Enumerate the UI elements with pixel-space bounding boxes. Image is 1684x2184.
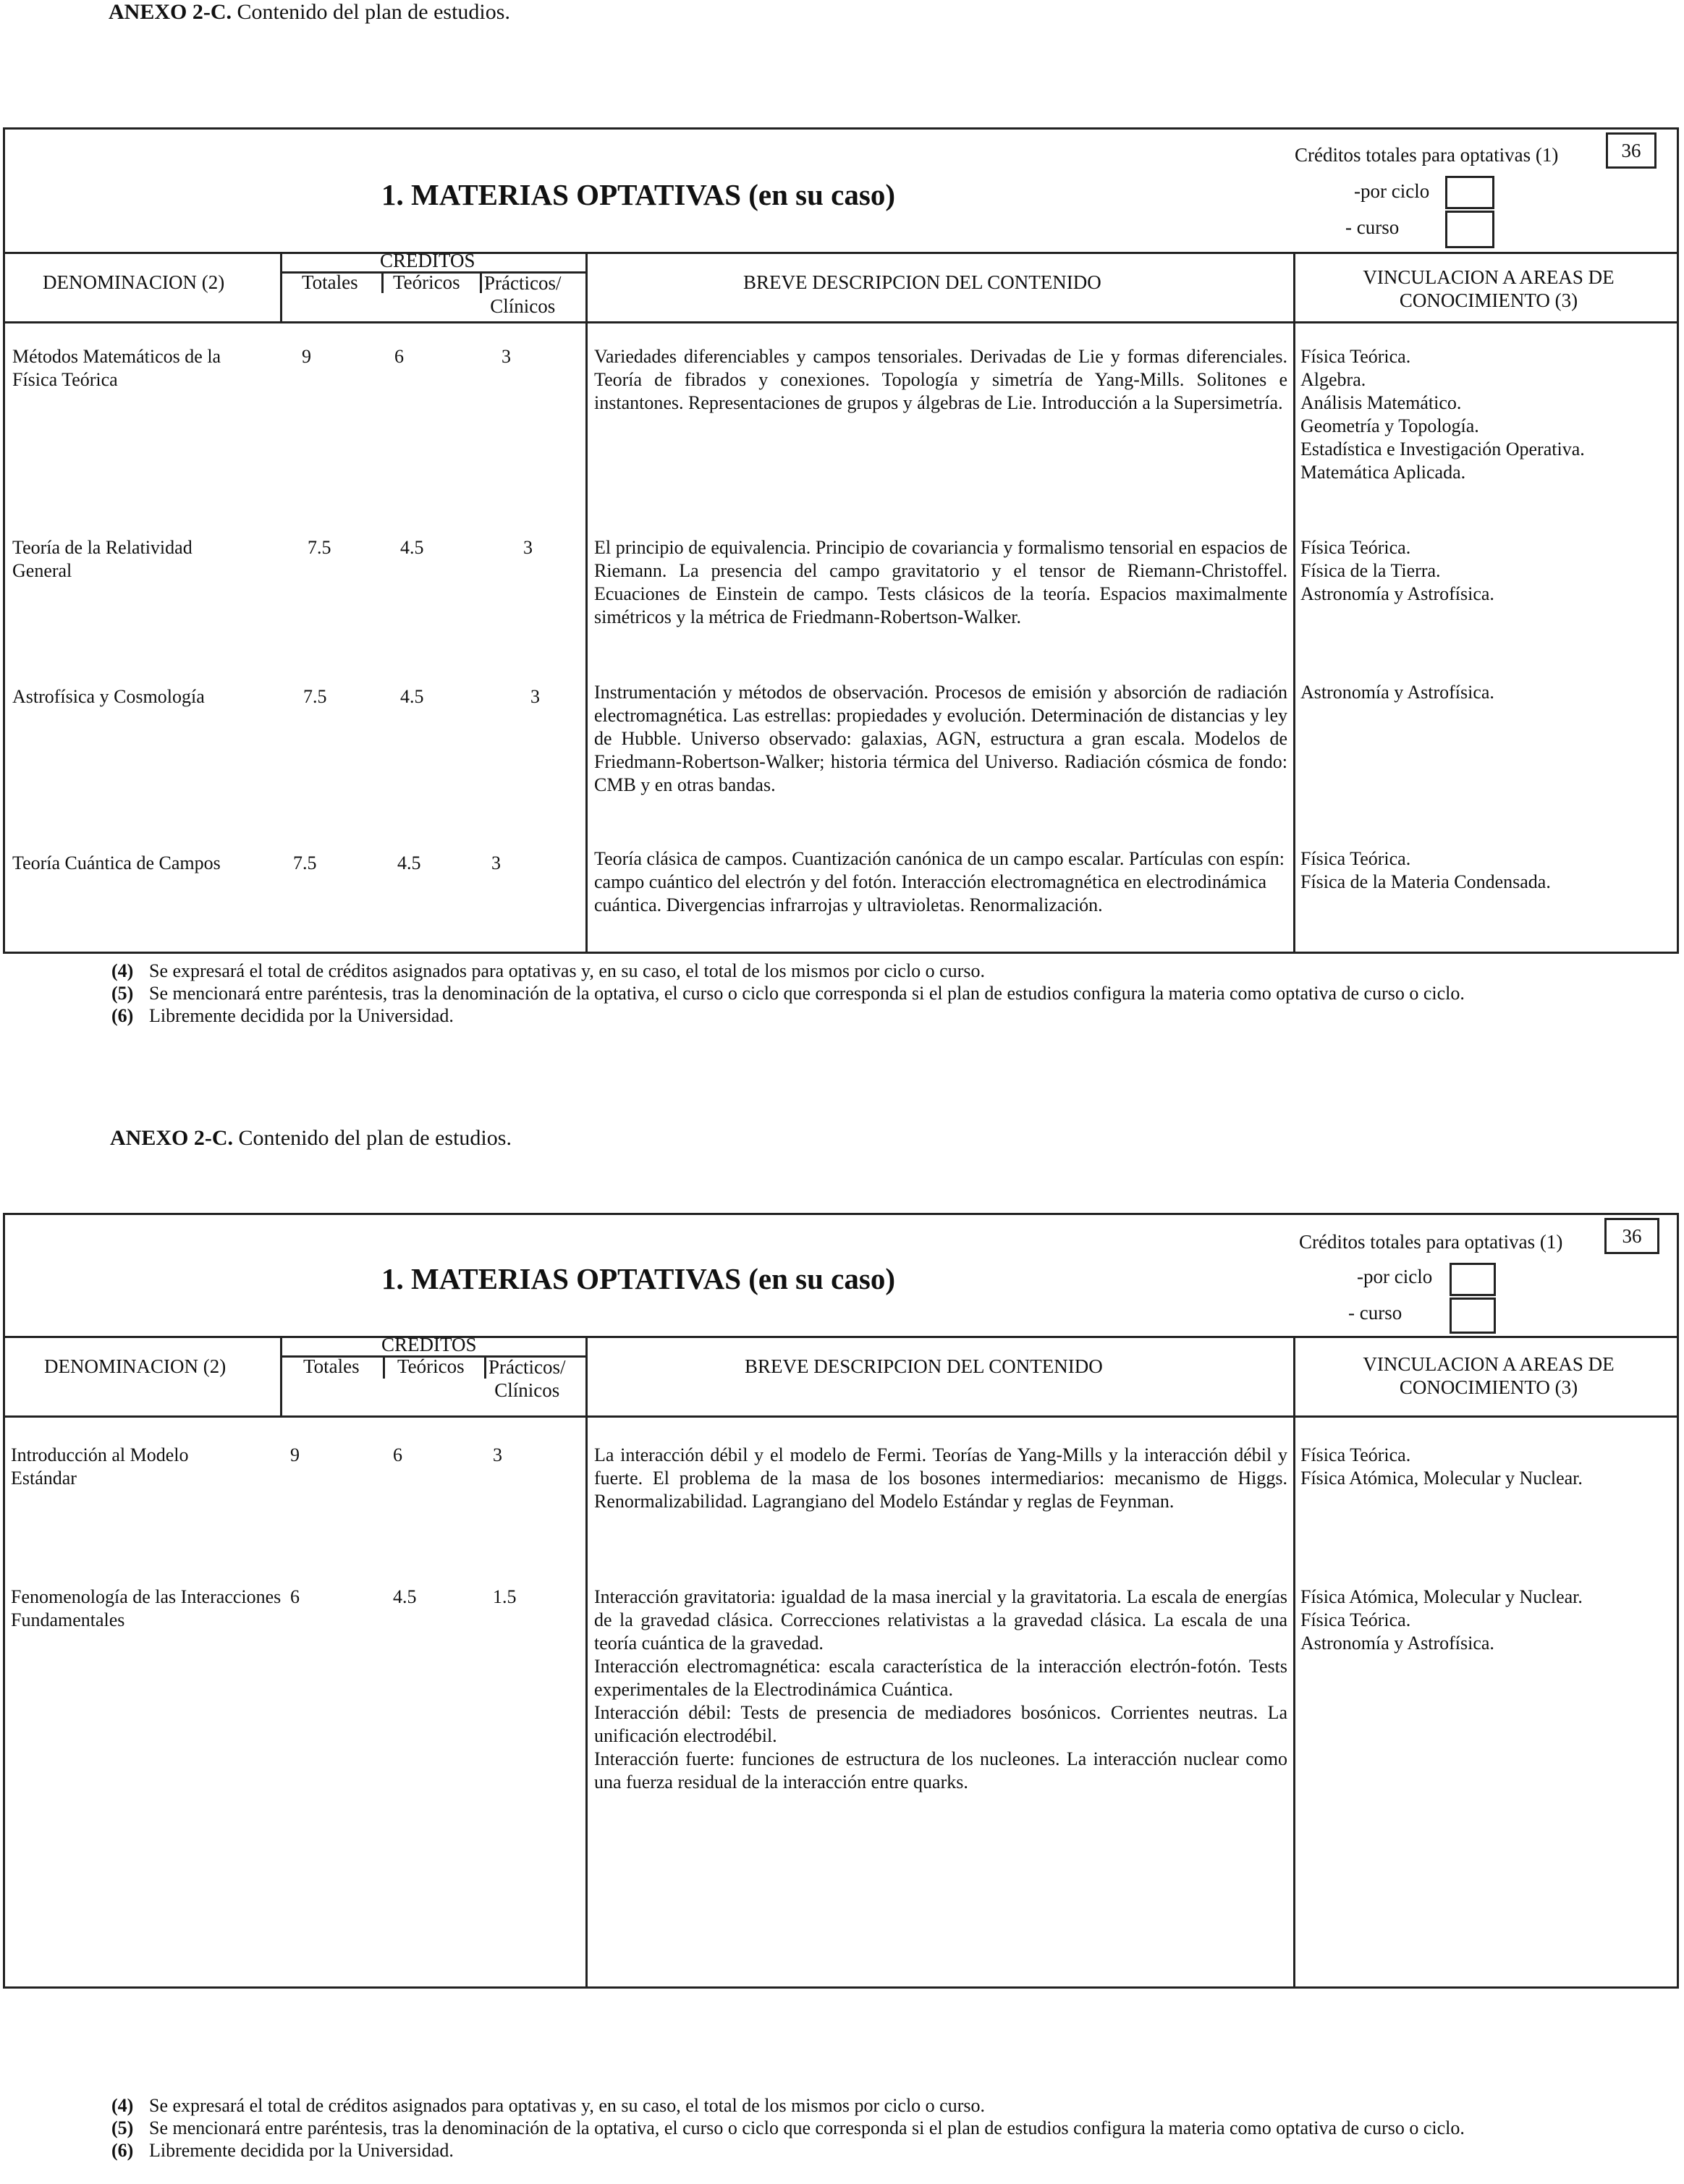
per-ciclo-label: -por ciclo — [1357, 1266, 1433, 1287]
footnote — [111, 2117, 1602, 2139]
description-paragraph: Interacción electromagnética: escala característica de la interacción electrón-fotón. Tests experimentales de la Electrodinámica Cuántica. — [594, 1656, 1287, 1700]
subject-name: Astrofísica y Cosmología — [12, 686, 205, 707]
credits-total-box: 36 — [1604, 1218, 1659, 1254]
area-item: Astronomía y Astrofísica. — [1300, 583, 1494, 604]
credits-practicos: 1.5 — [493, 1586, 517, 1607]
credits-total-label: Créditos totales para optativas (1) — [1299, 1231, 1563, 1253]
credits-practicos: 3 — [502, 346, 511, 367]
footnote-number: (5) — [111, 983, 134, 1004]
annex-text: Contenido del plan de estudios. — [238, 1126, 512, 1150]
table-row — [5, 847, 1677, 949]
header-descripcion: BREVE DESCRIPCION DEL CONTENIDO — [743, 271, 1101, 293]
credits-totales: 6 — [290, 1586, 300, 1607]
footnote-text: Libremente decidida por la Universidad. — [149, 1005, 454, 1026]
credits-teoricos: 4.5 — [397, 852, 421, 873]
footnote-text: Libremente decidida por la Universidad. — [149, 2140, 454, 2161]
col-divider — [280, 254, 282, 323]
header-teoricos: Teóricos — [397, 1355, 465, 1377]
column-headers — [5, 250, 1677, 323]
table-body — [5, 1418, 1677, 1986]
knowledge-areas — [1300, 345, 1677, 484]
header-vinculacion — [1300, 266, 1677, 312]
area-item: Física Teórica. — [1300, 537, 1411, 558]
per-curso-label: - curso — [1348, 1302, 1402, 1324]
knowledge-areas — [1300, 1444, 1677, 1490]
area-item: Astronomía y Astrofísica. — [1300, 682, 1494, 703]
area-item: Física Teórica. — [1300, 848, 1411, 869]
subject-description: Variedades diferenciables y campos tensoriales. Derivadas de Lie y formas diferenciales. Teoría de fibrados y conexiones. Topología y simetría de Yang-Mills. Solitones e instantones. Representaciones de grupos y álgebras de Lie. Introducción a la Supersimetría. — [594, 346, 1287, 413]
header-descripcion: BREVE DESCRIPCION DEL CONTENIDO — [745, 1355, 1103, 1377]
credits-totales: 9 — [290, 1444, 300, 1465]
annex-heading — [110, 1126, 512, 1151]
per-curso-box — [1450, 1298, 1496, 1334]
per-curso-box — [1445, 211, 1494, 248]
footnote-number: (4) — [111, 960, 134, 981]
annex-text: Contenido del plan de estudios. — [237, 0, 510, 24]
header-practicos-line1: Prácticos/ — [488, 1356, 566, 1378]
col-divider — [480, 271, 482, 293]
header-vinculacion-line2: CONOCIMIENTO (3) — [1399, 289, 1578, 311]
credits-practicos: 3 — [523, 537, 533, 558]
optativas-table-2 — [3, 1213, 1679, 1989]
area-item: Física Teórica. — [1300, 346, 1411, 367]
footnote — [111, 2139, 1602, 2162]
footnote-number: (6) — [111, 2140, 134, 2161]
subject-description: El principio de equivalencia. Principio de covariancia y formalismo tensorial en espacios de Riemann. La presencia del campo gravitatorio y el tensor de Riemann-Christoffel. Ecuaciones de Einstein de campo. Tests clásicos de la teoría. Espacios maximalmente simétricos y la métrica de Friedmann-Robertson-Walker. — [594, 537, 1287, 627]
column-headers — [5, 1334, 1677, 1418]
annex-label: ANEXO 2-C. — [110, 1126, 233, 1150]
table-row — [5, 345, 1677, 519]
col-divider — [585, 1338, 588, 1418]
credits-totales: 7.5 — [308, 537, 331, 558]
table-row — [5, 681, 1677, 833]
table-row — [5, 1586, 1677, 1832]
col-divider — [381, 271, 384, 293]
col-divider — [1293, 254, 1295, 323]
table-body — [5, 323, 1677, 952]
description-paragraph: Interacción débil: Tests de presencia de mediadores bosónicos. Corrientes neutras. La unificación electrodébil. — [594, 1702, 1287, 1746]
footnote — [111, 1004, 1602, 1027]
area-item: Física de la Materia Condensada. — [1300, 871, 1551, 892]
footnote — [111, 2094, 1602, 2117]
subject-name: Teoría de la Relatividad General — [12, 537, 192, 581]
table-title: 1. MATERIAS OPTATIVAS (en su caso) — [381, 1262, 895, 1295]
footnote-text: Se expresará el total de créditos asignados para optativas y, en su caso, el total de los mismos por ciclo o curso. — [149, 2095, 985, 2116]
subject-name: Introducción al Modelo Estándar — [11, 1444, 189, 1489]
credits-totales: 7.5 — [303, 686, 327, 707]
header-practicos — [488, 1355, 565, 1402]
credits-practicos: 3 — [530, 686, 540, 707]
description-paragraph: Interacción fuerte: funciones de estructura de los nucleones. La interacción nuclear como una fuerza residual de la interacción entre quarks. — [594, 1748, 1287, 1793]
header-denominacion: DENOMINACION (2) — [43, 271, 225, 293]
header-denominacion: DENOMINACION (2) — [44, 1355, 227, 1377]
area-item: Astronomía y Astrofísica. — [1300, 1633, 1494, 1654]
footnote-number: (4) — [111, 2095, 134, 2116]
credits-teoricos: 4.5 — [393, 1586, 417, 1607]
header-creditos: CREDITOS — [381, 1334, 477, 1355]
subject-name: Métodos Matemáticos de la Física Teórica — [12, 346, 221, 390]
header-vinculacion — [1300, 1353, 1677, 1399]
per-curso-label: - curso — [1345, 216, 1400, 238]
header-practicos-line1: Prácticos/ — [484, 272, 562, 294]
subject-description: La interacción débil y el modelo de Fermi. Teorías de Yang-Mills y la interacción débil y fuerte. El problema de la masa de los bosones intermediarios: mecanismo de Higgs. Renormalizabilidad. Lagrangiano del Modelo Estándar y reglas de Feynman. — [594, 1444, 1287, 1512]
credits-total-box: 36 — [1606, 132, 1657, 169]
footnote-number: (6) — [111, 1005, 134, 1026]
area-item: Física Teórica. — [1300, 1609, 1411, 1630]
footnote-text: Se mencionará entre paréntesis, tras la denominación de la optativa, el curso o ciclo que corresponda si el plan de estudios configura la materia como optativa de curso o ciclo. — [149, 2117, 1465, 2138]
table-title: 1. MATERIAS OPTATIVAS (en su caso) — [381, 178, 895, 211]
area-item: Física Teórica. — [1300, 1444, 1411, 1465]
header-creditos: CREDITOS — [380, 250, 475, 271]
footnote-number: (5) — [111, 2117, 134, 2138]
description-paragraph: Interacción gravitatoria: igualdad de la masa inercial y la gravitatoria. La escala de energías de la gravedad clásica. Correcciones relativistas a la gravedad clásica. La escala de una teoría cuántica de la gravedad. — [594, 1586, 1287, 1654]
credits-teoricos: 6 — [393, 1444, 402, 1465]
credits-practicos: 3 — [491, 852, 501, 873]
header-totales: Totales — [303, 1355, 360, 1377]
table-row — [5, 536, 1677, 666]
area-item: Geometría y Topología. — [1300, 415, 1479, 436]
header-vinculacion-line1: VINCULACION A AREAS DE — [1363, 1353, 1615, 1375]
credits-total-label: Créditos totales para optativas (1) — [1295, 144, 1559, 166]
col-divider — [585, 254, 588, 323]
header-teoricos: Teóricos — [393, 271, 460, 293]
footnote-text: Se mencionará entre paréntesis, tras la denominación de la optativa, el curso o ciclo que corresponda si el plan de estudios configura la materia como optativa de curso o ciclo. — [149, 983, 1465, 1004]
subject-description: Instrumentación y métodos de observación. Procesos de emisión y absorción de radiación electromagnética. Las estrellas: propiedades y evolución. Determinación de distancias y ley de Hubble. Universo observado: galaxias, AGN, estructura a gran escala. Modelos de Friedmann-Robertson-Walker; historia térmica del Universo. Radiación cósmica de fondo: CMB y en otras bandas. — [594, 682, 1287, 795]
area-item: Física de la Tierra. — [1300, 560, 1441, 581]
per-ciclo-box — [1450, 1263, 1496, 1296]
annex-label: ANEXO 2-C. — [109, 0, 232, 24]
footnotes — [111, 960, 1602, 1027]
knowledge-areas — [1300, 681, 1677, 704]
credits-teoricos: 6 — [394, 346, 404, 367]
footnote — [111, 982, 1602, 1004]
credits-teoricos: 4.5 — [400, 686, 424, 707]
knowledge-areas — [1300, 1586, 1677, 1655]
description-text: Teoría clásica de campos. Cuantización canónica de un campo escalar. Partículas con espín: campo cuántico del electrón y del fotón. Interacción electromagnética en electrodinámica cuántica. Divergencias infrarrojas y ultravioletas. Renormalización. — [594, 848, 1285, 915]
area-item: Física Atómica, Molecular y Nuclear. — [1300, 1586, 1583, 1607]
per-ciclo-label: -por ciclo — [1354, 180, 1430, 202]
annex-heading — [109, 0, 510, 25]
knowledge-areas — [1300, 536, 1677, 606]
footnote — [111, 960, 1602, 982]
table-row — [5, 1444, 1677, 1545]
col-divider — [484, 1355, 486, 1379]
footnote-text: Se expresará el total de créditos asignados para optativas y, en su caso, el total de los mismos por ciclo o curso. — [149, 960, 985, 981]
header-practicos-line2: Clínicos — [490, 295, 556, 317]
credits-practicos: 3 — [493, 1444, 502, 1465]
subject-description — [594, 847, 1287, 917]
optativas-table-1 — [3, 127, 1679, 954]
col-divider — [383, 1355, 385, 1379]
header-vinculacion-line2: CONOCIMIENTO (3) — [1399, 1376, 1578, 1398]
credits-teoricos: 4.5 — [400, 537, 424, 558]
header-totales: Totales — [302, 271, 358, 293]
header-vinculacion-line1: VINCULACION A AREAS DE — [1363, 266, 1615, 288]
credits-totales: 7.5 — [293, 852, 317, 873]
area-item: Algebra. — [1300, 369, 1366, 390]
area-item: Física Atómica, Molecular y Nuclear. — [1300, 1468, 1583, 1489]
credits-totales: 9 — [302, 346, 311, 367]
subject-description — [594, 1586, 1287, 1794]
area-item: Matemática Aplicada. — [1300, 462, 1466, 483]
col-divider — [1293, 1338, 1295, 1418]
area-item: Estadística e Investigación Operativa. — [1300, 439, 1585, 460]
per-ciclo-box — [1445, 176, 1494, 209]
area-item: Análisis Matemático. — [1300, 392, 1462, 413]
knowledge-areas — [1300, 847, 1677, 894]
footnotes — [111, 2094, 1602, 2162]
col-divider — [280, 1338, 282, 1418]
header-practicos — [484, 271, 561, 318]
table-header — [5, 1215, 1677, 1338]
header-practicos-line2: Clínicos — [494, 1379, 560, 1401]
subject-name: Fenomenología de las Interacciones Fundamentales — [11, 1586, 282, 1630]
table-header — [5, 130, 1677, 254]
subject-name: Teoría Cuántica de Campos — [12, 852, 221, 873]
